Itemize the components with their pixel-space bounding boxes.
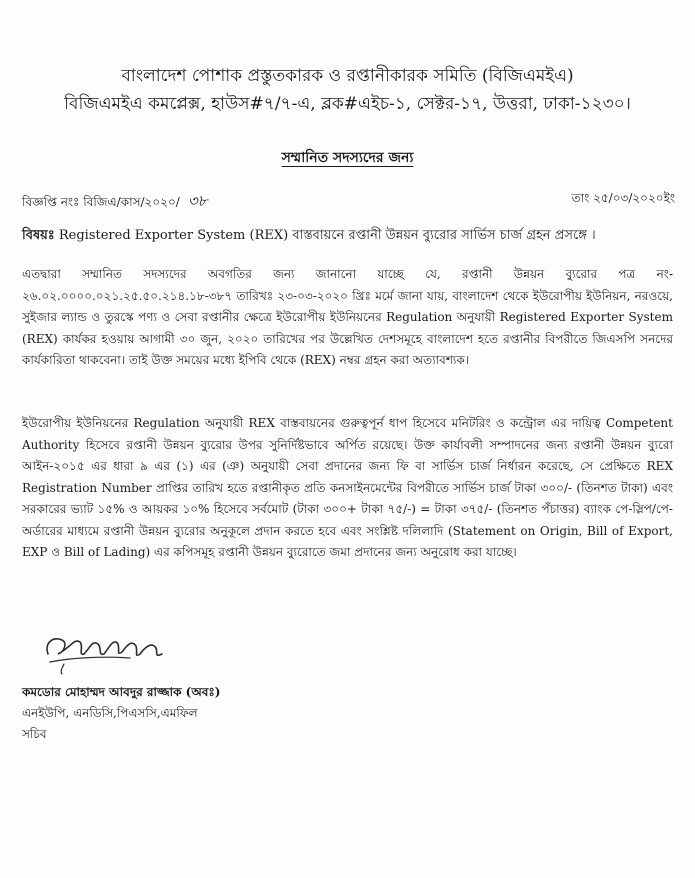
memo-number-text: বিজ্ঞপ্তি নংঃ বিজিএ/কাস/২০২০/ [22,195,180,209]
organization-name: বাংলাদেশ পোশাক প্রস্তুতকারক ও রপ্তানীকারক সমিতি (বিজিএমইএ) [121,66,574,86]
organization-address: বিজিএমইএ কমপ্লেক্স, হাউস#৭/৭-এ, ব্লক#এইচ-১, সেক্টর-১৭, উত্তরা, ঢাকা-১২৩০। [64,94,631,114]
subject-line [22,226,682,247]
memo-handwritten-number: ৩৮ [187,192,208,210]
memo-date: তাং ২৫/০৩/২০২০ইং [571,191,675,205]
memo-number [22,190,207,215]
signer-block [22,682,220,745]
subject-label: বিষয়ঃ [22,228,55,243]
heading-text: সম্মানিত সদস্যদের জন্য [281,150,414,166]
subject-text: Registered Exporter System (REX) বাস্তবায়নে রপ্তানী উন্নয়ন ব্যুরোর সার্ভিস চার্জ গ্রহন প্রসঙ্গে । [58,228,596,243]
signature-image [40,618,200,678]
body-paragraph-1: এতদ্বারা সম্মানিত সদস্যদের অবগতির জন্য জানানো যাচ্ছে যে, রপ্তানী উন্নয়ন ব্যুরোর পত্র নং- ২৬.০২.০০০০.০২১.২৫.৫০.২১৪.১৮-৩৮৭ তারিখঃ ২৩-০৩-২০২০ খ্রিঃ মর্মে জানা যায়, বাংলাদেশ থেকে ইউরোপীয় ইউনিয়ন, নরওয়ে, সুইজার ল্যান্ড ও তুরস্কে পণ্য ও সেবা রপ্তানীর ক্ষেত্রে ইউরোপীয় ইউনিয়নের Regulation অনুযায়ী Registered Exporter System (REX) কার্যকর হওয়ায় আগামী ৩০ জুন, ২০২০ তারিখের পর উল্লেখিত দেশসমূহে বাংলাদেশ হতে রপ্তানীর বিপরীতে জিএসপি সনদের কার্যকারিতা থাকবেনা। তাই উক্ত সময়ের মধ্যে ইপিবি থেকে (REX) নম্বর গ্রহন করা অত্যাবশ্যক। [22,267,673,367]
letterhead [0,62,695,118]
signer-designation: সচিব [22,727,47,741]
body-paragraph-2: ইউরোপীয় ইউনিয়নের Regulation অনুযায়ী REX বাস্তবায়নের গুরুত্বপূর্ন ধাপ হিসেবে মনিটরিং ও কন্ট্রোল এর দায়িত্ব Competent Authority হিসেবে রপ্তানী উন্নয়ন ব্যুরোর উপর সুনির্দিষ্টভাবে অর্পিত রয়েছে। উক্ত কার্যাবলী সম্পাদনের জন্য রপ্তানী উন্নয়ন ব্যুরো আইন-২০১৫ এর ধারা ৯ এর (১) এর (ঞ) অনুযায়ী সেবা প্রদানের জন্য ফি বা সার্ভিস চার্জ নির্ধারন করেছে, সে প্রেক্ষিতে REX Registration Number প্রাপ্তির তারিখ হতে রপ্তানীকৃত প্রতি কনসাইনমেন্টের বিপরীতে সার্ভিস চার্জ টাকা ৩০০/- (তিনশত টাকা) এবং সরকারের ভ্যাট ১৫% ও আয়কর ১০% হিসেবে সর্বমোট (টাকা ৩০০+ টাকা ৭৫/-) = টাকা ৩৭৫/- (তিনশত পঁচাত্তর) ব্যাংক পে-স্লিপ/পে-অর্ডারের মাধ্যমে রপ্তানী উন্নয়ন ব্যুরোর অনুকূলে প্রদান করতে হবে এবং সংশ্লিষ্ট দলিলাদি (Statement on Origin, Bill of Export, EXP ও Bill of Lading) এর কপিসমূহ রপ্তানী উন্নয়ন ব্যুরোতে জমা প্রদানের জন্য অনুরোধ করা যাচ্ছে। [22,416,673,559]
signer-credentials: এনইউপি, এনডিসি,পিএসসি,এমফিল [22,706,198,720]
signer-name: কমডোর মোহাম্মদ আবদুর রাজ্জাক (অবঃ) [22,685,221,699]
memo-row [22,190,675,210]
document-heading [0,146,695,170]
